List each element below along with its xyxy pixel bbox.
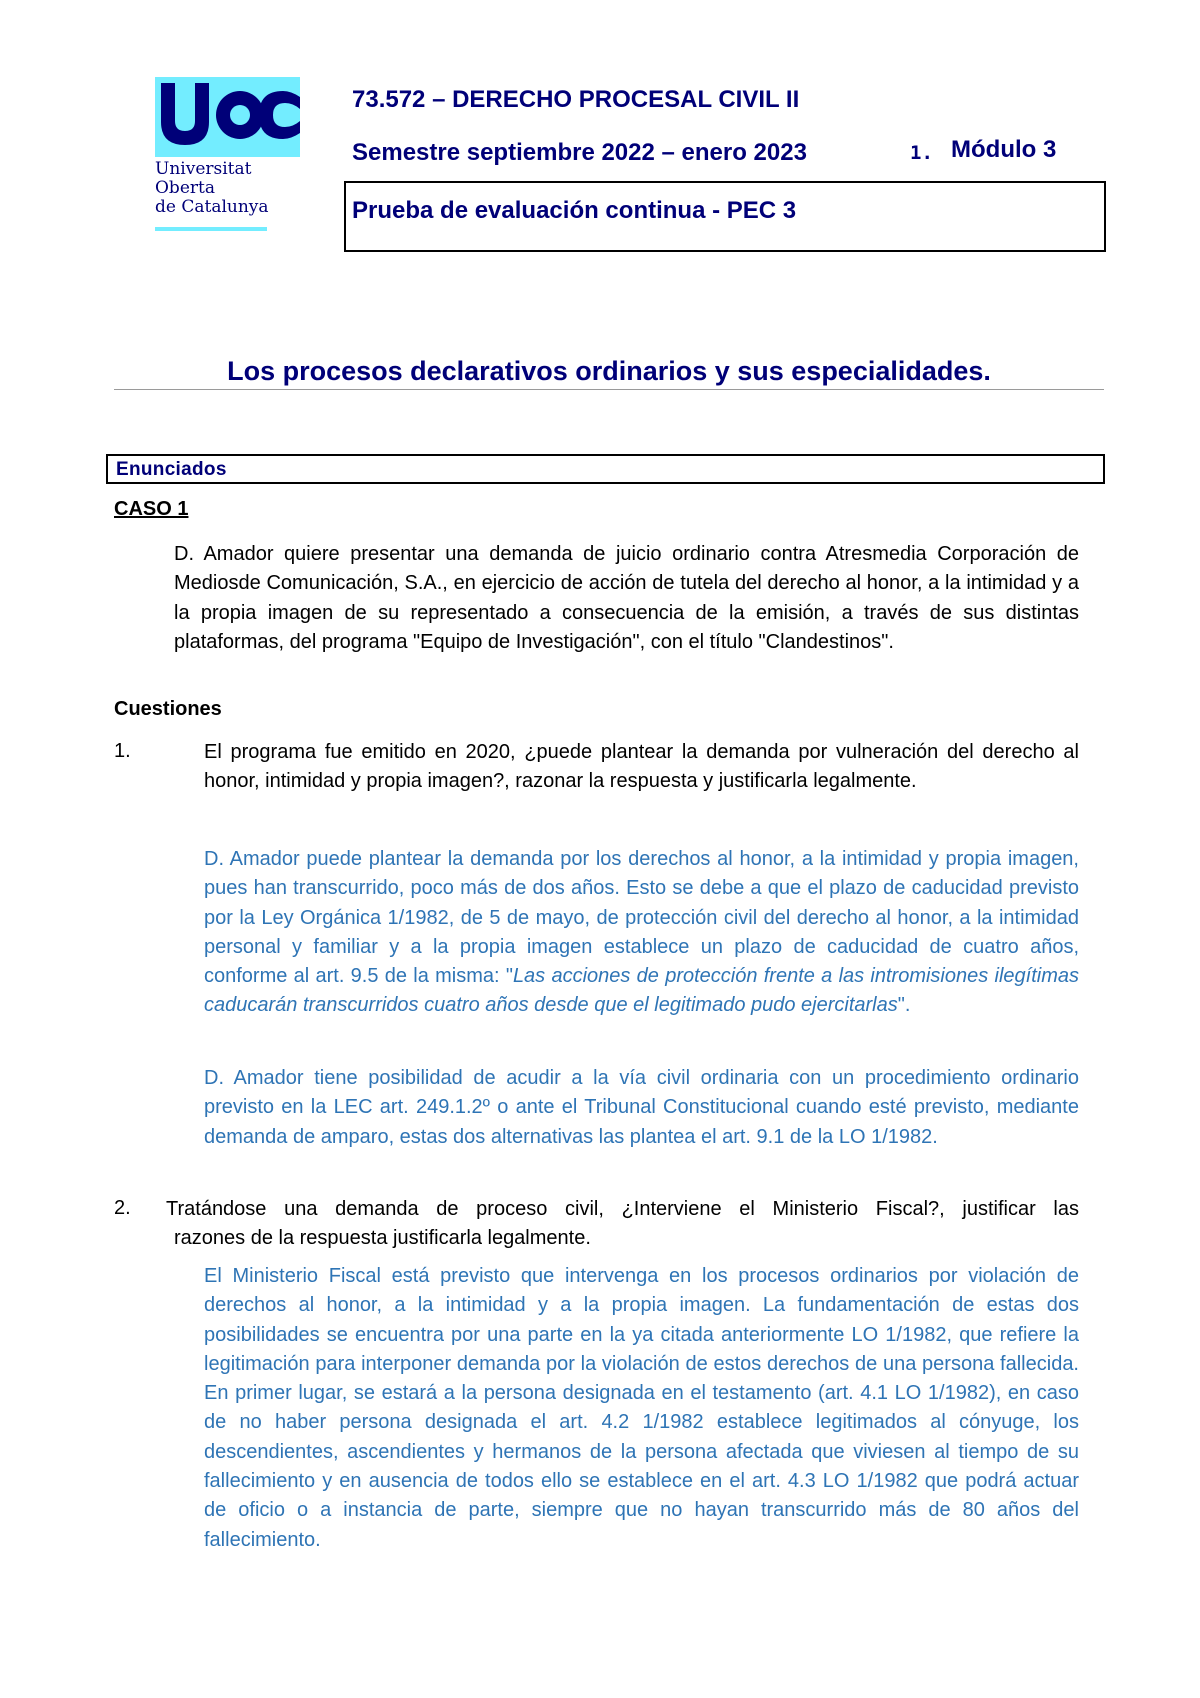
enunciados-bar xyxy=(106,454,1105,484)
logo-line-1: Universitat xyxy=(155,159,252,179)
cuestiones-heading: Cuestiones xyxy=(114,698,222,720)
question-2-answer: El Ministerio Fiscal está previsto que intervenga en los procesos ordinarios por violación de derechos al honor, a la intimidad y a la propia imagen. La fundamentación de estas dos posibilidades se encuentra por una parte en la ya citada anteriormente LO 1/1982, que refiere la legitimación para interponer demanda por la violación de estos derechos de una persona fallecida. En primer lugar, se estará a la persona designada en el testamento (art. 4.1 LO 1/1982), en caso de no haber persona designada el art. 4.2 1/1982 establece legitimados al cónyuge, los descendientes, ascendientes y hermanos de la persona afectada que viviesen al tiempo de su fallecimiento y en ausencia de todos ello se establece en el art. 4.3 LO 1/1982 que podrá actuar de oficio o a instancia de parte, siempre que no hayan transcurrido más de 80 años del fallecimiento. xyxy=(204,1265,1079,1551)
module-number: 1. xyxy=(910,142,933,164)
logo-underline xyxy=(155,227,267,231)
course-title: 73.572 – DERECHO PROCESAL CIVIL II xyxy=(352,86,800,113)
answer-1-text: D. Amador puede plantear la demanda por los derechos al honor, a la intimidad y propia imagen, pues han transcurrido, poco más de dos años. Esto se debe a que el plazo de caducidad previsto por la Ley Orgánica 1/1982, de 5 de mayo, de protección civil del derecho al honor, a la intimidad personal y familiar y a la propia imagen establece un plazo de caducidad de cuatro años, conforme al art. 9.5 de la misma: " xyxy=(204,848,1079,988)
question-2-text-line-1: Tratándose una demanda de proceso civil, ¿Interviene el Ministerio Fiscal?, justificar las xyxy=(166,1198,1079,1220)
question-1-number: 1. xyxy=(114,740,131,762)
page-title: Los procesos declarativos ordinarios y sus especialidades. xyxy=(227,356,991,386)
question-1-text: El programa fue emitido en 2020, ¿puede plantear la demanda por vulneración del derecho al honor, intimidad y propia imagen?, razonar la respuesta y justificarla legalmente. xyxy=(204,741,1079,793)
pec-title: Prueba de evaluación continua - PEC 3 xyxy=(352,197,797,224)
uoc-letters-icon xyxy=(155,77,300,157)
semester-label: Semestre septiembre 2022 – enero 2023 xyxy=(352,139,807,166)
caso-heading: CASO 1 xyxy=(114,498,189,520)
question-2-number: 2. xyxy=(114,1197,131,1219)
uoc-logo-name xyxy=(155,160,300,217)
module-label: Módulo 3 xyxy=(951,136,1057,163)
enunciados-label: Enunciados xyxy=(116,459,227,480)
logo-line-2: Oberta xyxy=(155,178,215,198)
answer-1-close: ". xyxy=(897,994,911,1017)
title-divider xyxy=(114,389,1104,390)
logo-line-3: de Catalunya xyxy=(155,197,269,217)
uoc-logo xyxy=(155,77,300,231)
question-1-answer-2: D. Amador tiene posibilidad de acudir a la vía civil ordinaria con un procedimiento ordinario previsto en la LEC art. 249.1.2º o ante el Tribunal Constitucional cuando esté previsto, mediante demanda de amparo, estas dos alternativas las plantea el art. 9.1 de la LO 1/1982. xyxy=(204,1067,1079,1148)
question-1-answer-1 xyxy=(204,845,1079,1021)
uoc-logo-mark xyxy=(155,77,300,157)
question-2-text-line-2: razones de la respuesta justificarla legalmente. xyxy=(174,1227,591,1249)
answer-1-quote: Las acciones de protección frente a las intromisiones ilegítimas caducarán transcurridos cuatro años desde que el legitimado pudo ejercitarlas xyxy=(204,965,1079,1017)
pec-title-box xyxy=(344,181,1106,252)
caso-statement: D. Amador quiere presentar una demanda de juicio ordinario contra Atresmedia Corporación de Mediosde Comunicación, S.A., en ejercicio de acción de tutela del derecho al honor, a la intimidad y a la propia imagen de su representado a consecuencia de la emisión, a través de sus distintas plataformas, del programa "Equipo de Investigación", con el título "Clandestinos". xyxy=(174,543,1079,653)
